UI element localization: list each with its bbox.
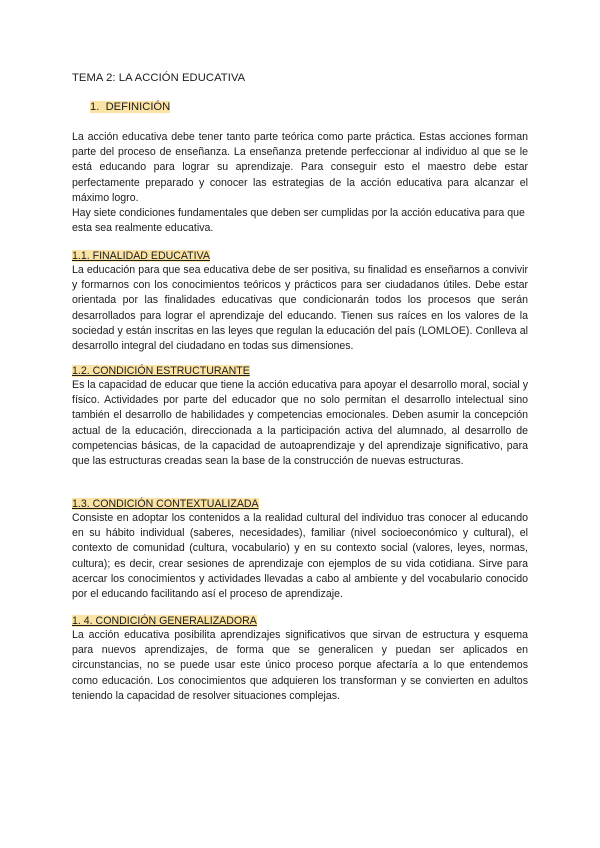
subsection-heading-finalidad: 1.1. FINALIDAD EDUCATIVA <box>72 250 210 262</box>
subsection-text-finalidad: La educación para que sea educativa debe de ser positiva, su finalidad es enseñarnos a convivir y formarnos con los conocimientos teóricos y prácticos para ser ciudadanos útiles. Debe estar orientada por las finalidades educativas que condicionarán todos los procesos que serán desarrollados para lograr el aprendizaje del educando. Tienen sus raíces en los valores de la sociedad y están inscritas en las leyes que regulan la educación del país (LOMLOE). Conlleva al desarrollo integral del ciudadano en todas sus dimensiones. <box>72 264 528 353</box>
subsection-text-generalizadora: La acción educativa posibilita aprendizajes significativos que sirvan de estructura y esquema para nuevos aprendizajes, de forma que se generalicen y puedan ser aplicados en circunstancias, no se puede usar este único proceso porque afectaría a lo que entendemos como educación. Los conocimientos que adquieren los transforman y se convierten en adultos teniendo la capacidad de resolver situaciones complejas. <box>72 629 528 702</box>
document-title: TEMA 2: LA ACCIÓN EDUCATIVA <box>72 72 246 84</box>
subsection-text-estructurante: Es la capacidad de educar que tiene la acción educativa para apoyar el desarrollo moral, social y físico. Actividades por parte del educador que no solo permitan el desarrollo intelectual sino también el desarrollo de habilidades y competencias emocionales. Deben asumir la concepción actual de la educación, direccionada a la participación activa del alumnado, al desarrollo de competencias básicas, de la capacidad de autoaprendizaje y del aprendizaje significativo, para que las estructuras creadas sean la base de la construcción de nuevas estructuras. <box>72 379 528 468</box>
section-number: 1. <box>90 101 100 113</box>
subsection-heading-estructurante: 1.2. CONDICIÓN ESTRUCTURANTE <box>72 365 250 377</box>
subsection-text-contextualizada: Consiste en adoptar los contenidos a la realidad cultural del individuo tras conocer al educando en su hábito individual (saberes, necesidades), familiar (nivel socioeconómico y cultural), el contexto de comunidad (cultura, vocabulario) y en su contexto social (valores, leyes, normas, cultura); es decir, crear sesiones de aprendizaje con ejemplos de su vida cotidiana. Sirve para acercar los conocimientos y actividades llevadas a cabo al ambiente y del vocabulario conocido por el educando facilitando así el proceso de aprendizaje. <box>72 512 528 601</box>
subsection-heading-generalizadora: 1. 4. CONDICIÓN GENERALIZADORA <box>72 615 257 627</box>
section-heading-definicion <box>90 101 170 113</box>
intro-block <box>72 130 528 236</box>
section-title: DEFINICIÓN <box>105 101 171 113</box>
intro-paragraph: La acción educativa debe tener tanto parte teórica como parte práctica. Estas acciones forman parte del proceso de enseñanza. La enseñanza pretende perfeccionar al individuo al que se le está educando para lograr su aprendizaje. Para conseguir esto el maestro debe estar perfectamente preparado y conocer las estrategias de la acción educativa para alcanzar el máximo logro. <box>72 131 528 204</box>
subsection-heading-contextualizada: 1.3. CONDICIÓN CONTEXTUALIZADA <box>72 498 259 510</box>
intro-paragraph: Hay siete condiciones fundamentales que deben ser cumplidas por la acción educativa para que esta sea realmente educativa. <box>72 207 525 235</box>
